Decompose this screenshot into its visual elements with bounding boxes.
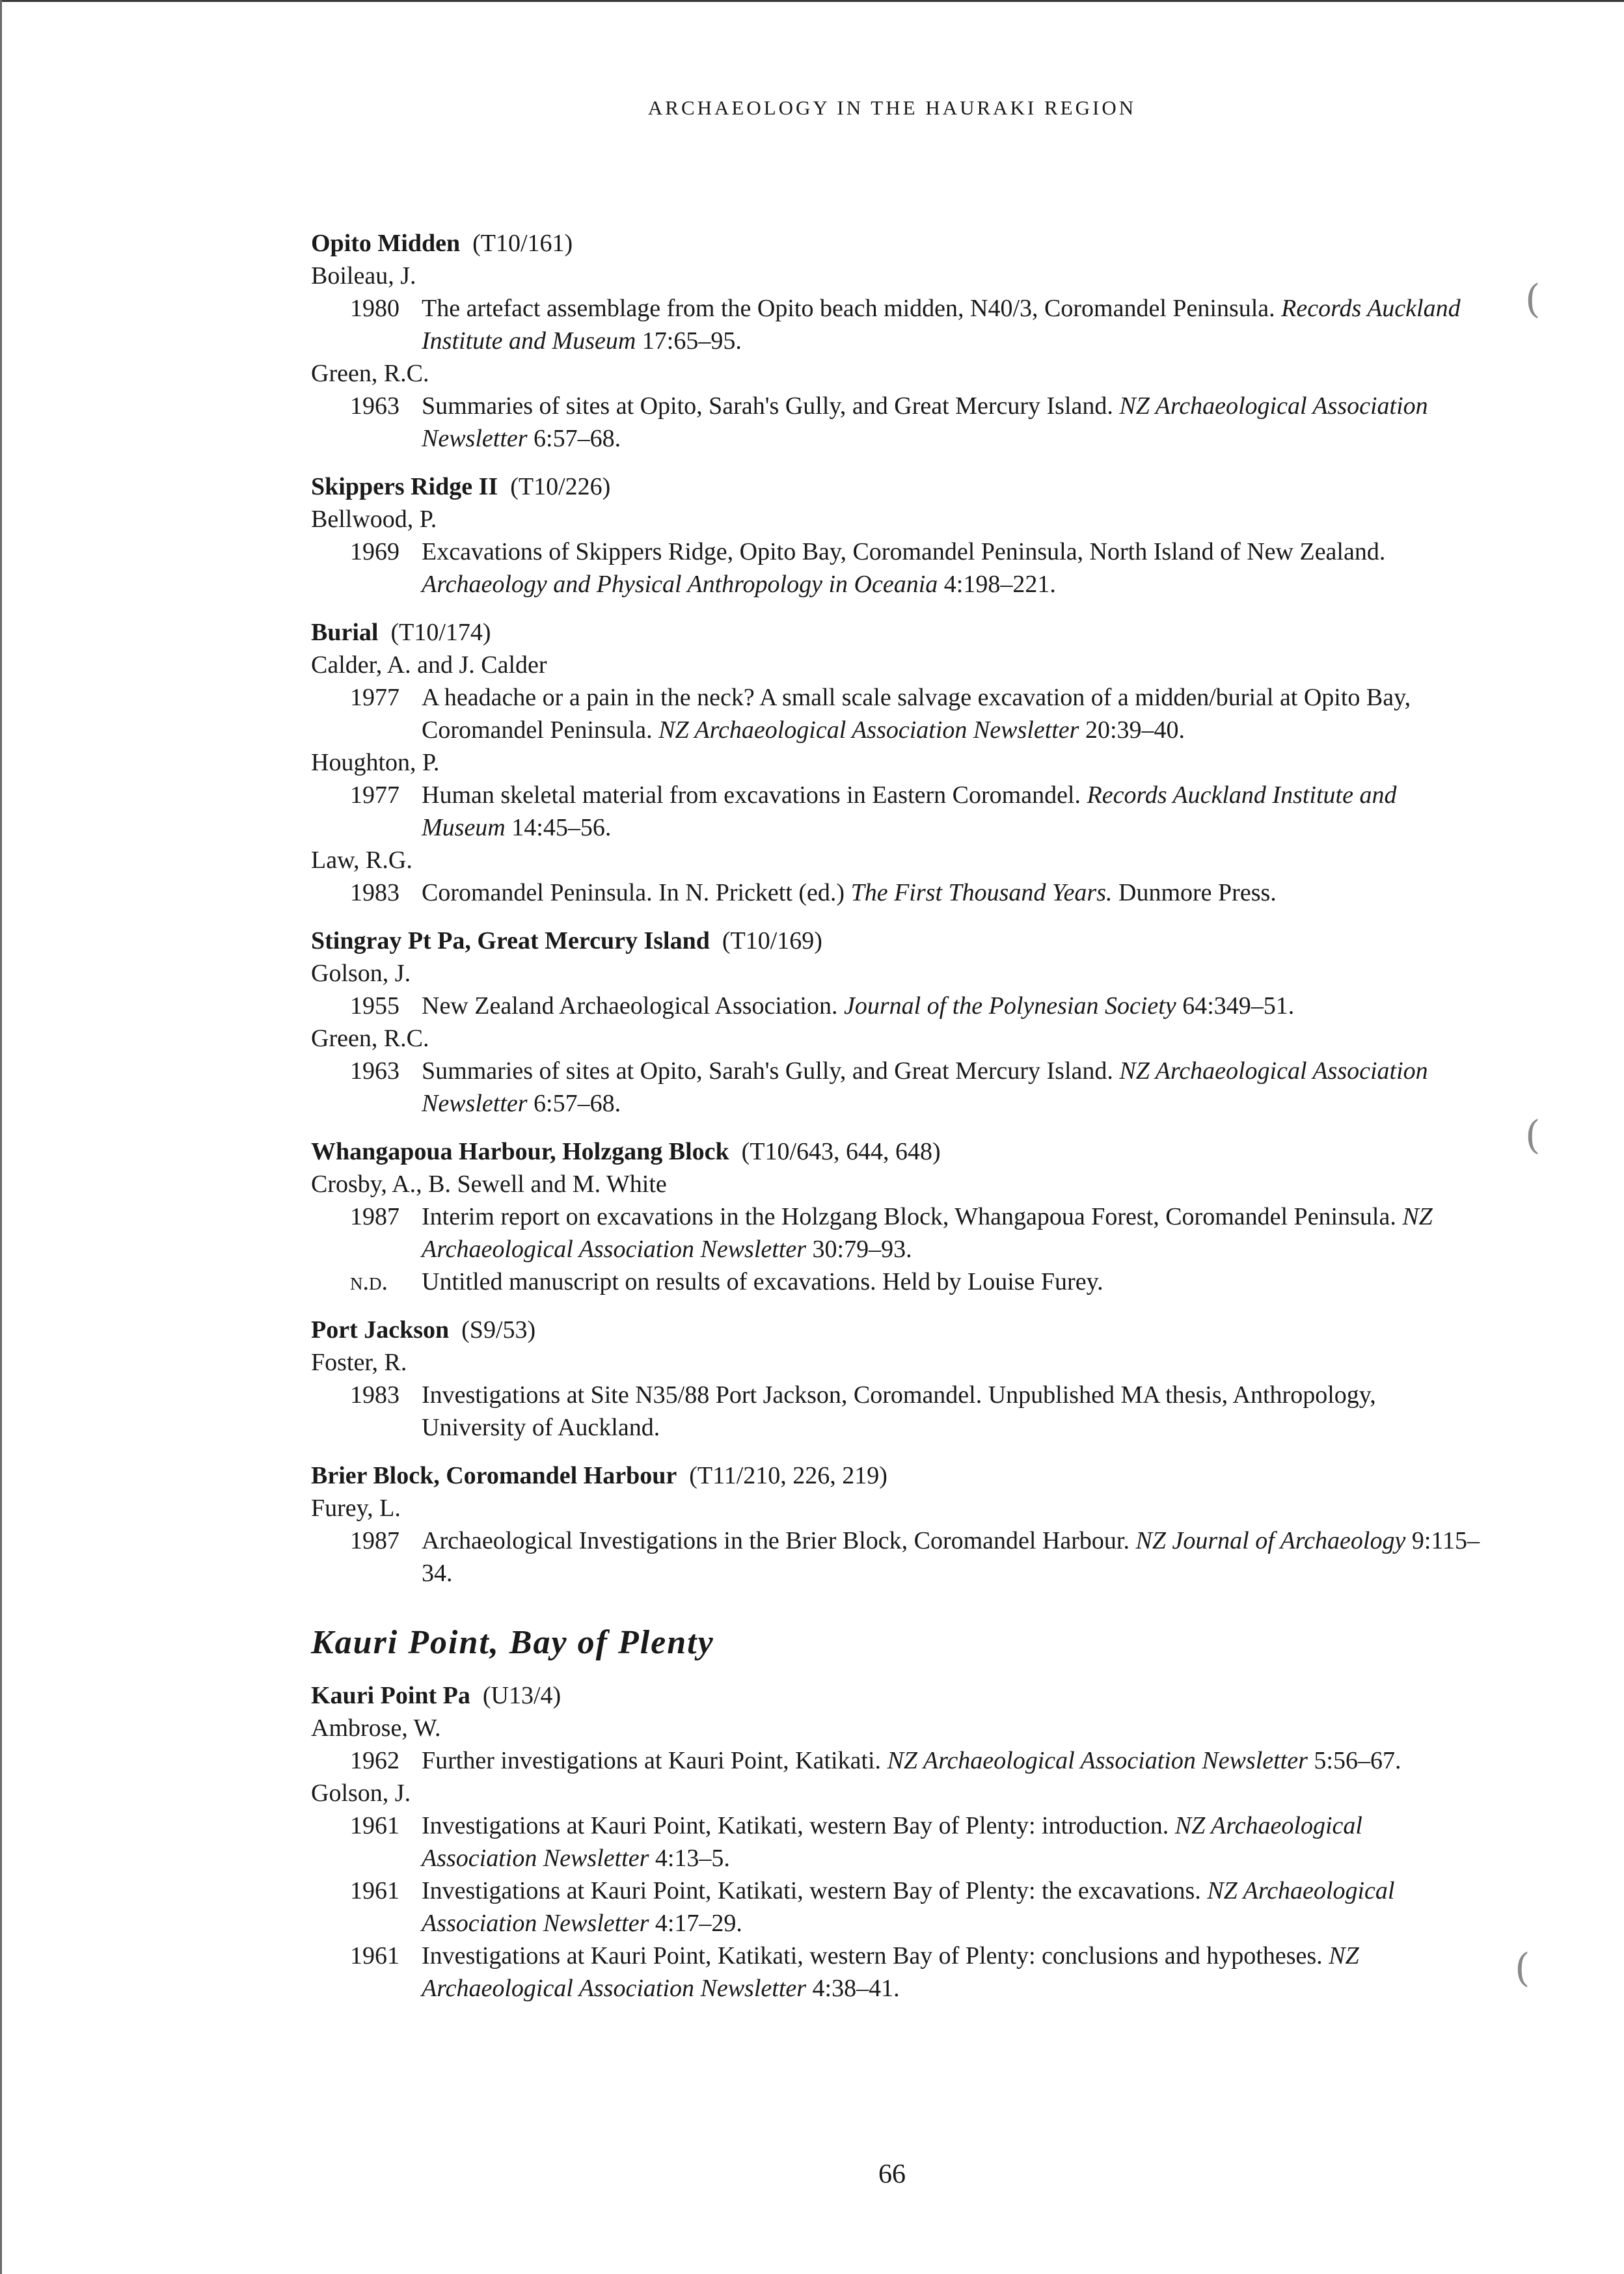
- reference-entry: [311, 1940, 1482, 2005]
- reference-text: [422, 292, 1482, 357]
- publication-title: NZ Archaeological Association Newsletter: [422, 1877, 1395, 1937]
- publication-citation: 4:17–29.: [649, 1910, 742, 1937]
- running-head: ARCHAEOLOGY IN THE HAURAKI REGION: [647, 96, 1137, 119]
- reference-entry: [311, 1379, 1482, 1444]
- reference-year: 1963: [350, 392, 399, 420]
- site-code: (T10/169): [722, 927, 822, 954]
- reference-year: 1987: [350, 1203, 399, 1230]
- reference-author: Calder, A. and J. Calder: [311, 651, 547, 679]
- publication-title: NZ Archaeological Association Newsletter: [422, 1942, 1359, 2002]
- reference-description: Coromandel Peninsula. In N. Prickett (ed.): [422, 879, 851, 906]
- reference-year: 1955: [350, 992, 399, 1020]
- reference-author: Golson, J.: [311, 960, 411, 987]
- reference-description: Investigations at Kauri Point, Katikati, western Bay of Plenty: conclusions and hypotheses.: [422, 1942, 1329, 1969]
- reference-entry: [311, 681, 1482, 746]
- reference-year: 1963: [350, 1057, 399, 1085]
- reference-year: 1983: [350, 1381, 399, 1409]
- reference-entry: [311, 535, 1482, 601]
- reference-entry: [311, 292, 1482, 357]
- reference-entry: [311, 1055, 1482, 1120]
- reference-year: 1987: [350, 1527, 399, 1554]
- site-heading: [311, 470, 1482, 503]
- reference-description: New Zealand Archaeological Association.: [422, 992, 844, 1020]
- scan-left-edge: [0, 0, 2, 2274]
- site-code: (T10/174): [390, 619, 491, 646]
- site-name: Brier Block, Coromandel Harbour: [311, 1462, 677, 1489]
- publication-title: NZ Journal of Archaeology: [1135, 1527, 1406, 1554]
- site-heading: [311, 925, 1482, 957]
- publication-title: NZ Archaeological Association Newsletter: [658, 716, 1079, 744]
- site-name: Skippers Ridge II: [311, 473, 498, 500]
- reference-description: Further investigations at Kauri Point, Katikati.: [422, 1747, 887, 1774]
- reference-text: [422, 1940, 1482, 2005]
- site-name: Stingray Pt Pa, Great Mercury Island: [311, 927, 710, 954]
- publication-citation: 6:57–68.: [527, 425, 621, 452]
- site-heading: [311, 1314, 1482, 1346]
- site-heading: [311, 1135, 1482, 1168]
- reference-author: Golson, J.: [311, 1780, 411, 1807]
- bibliography-content: [311, 211, 1482, 2005]
- publication-title: NZ Archaeological Association Newsletter: [887, 1747, 1308, 1774]
- publication-citation: 20:39–40.: [1079, 716, 1185, 744]
- publication-citation: 64:349–51.: [1176, 992, 1295, 1020]
- section-heading: Kauri Point, Bay of Plenty: [311, 1624, 714, 1661]
- site-name: Port Jackson: [311, 1316, 450, 1344]
- reference-entry: [311, 390, 1482, 455]
- site-code: (U13/4): [482, 1682, 562, 1709]
- reference-description: Summaries of sites at Opito, Sarah's Gully, and Great Mercury Island.: [422, 1057, 1120, 1085]
- reference-author: Law, R.G.: [311, 846, 413, 874]
- reference-text: [422, 1875, 1482, 1940]
- reference-text: [422, 681, 1482, 746]
- reference-author: Foster, R.: [311, 1349, 407, 1376]
- reference-text: [422, 1266, 1482, 1298]
- reference-year: 1983: [350, 879, 399, 906]
- publication-title: Journal of the Polynesian Society: [843, 992, 1176, 1020]
- site-name: Opito Midden: [311, 230, 461, 257]
- reference-author: Green, R.C.: [311, 1025, 429, 1052]
- publication-title: NZ Archaeological Association Newsletter: [422, 392, 1428, 452]
- reference-description: Investigations at Kauri Point, Katikati, western Bay of Plenty: the excavations.: [422, 1877, 1208, 1904]
- reference-year: 1969: [350, 538, 399, 565]
- reference-year: 1962: [350, 1747, 399, 1774]
- margin-bracket-mark: (: [1525, 277, 1541, 322]
- site-code: (T10/226): [510, 473, 611, 500]
- reference-description: Excavations of Skippers Ridge, Opito Bay, Coromandel Peninsula, North Island of New Zealand.: [422, 538, 1386, 565]
- reference-text: [422, 876, 1482, 909]
- reference-text: [422, 779, 1482, 844]
- publication-citation: 9:115–34.: [422, 1527, 1480, 1587]
- publication-title: The First Thousand Years.: [850, 879, 1113, 906]
- reference-year: 1977: [350, 781, 399, 809]
- reference-entry: [311, 779, 1482, 844]
- reference-entry: [311, 1875, 1482, 1940]
- reference-year: 1961: [350, 1877, 399, 1904]
- site-heading: [311, 227, 1482, 260]
- scan-top-edge: [0, 0, 1624, 2]
- reference-text: [422, 990, 1482, 1022]
- reference-author: Green, R.C.: [311, 360, 429, 387]
- publication-title: Archaeology and Physical Anthropology in Oceania: [422, 571, 938, 598]
- reference-text: [422, 535, 1482, 601]
- publication-title: Records Auckland Institute and Museum: [422, 781, 1397, 841]
- reference-entry: [311, 990, 1482, 1022]
- site-code: (T10/161): [472, 230, 573, 257]
- reference-text: [422, 1744, 1482, 1777]
- margin-bracket-mark: (: [1525, 1113, 1541, 1158]
- site-code: (S9/53): [461, 1316, 536, 1344]
- site-code: (T10/643, 644, 648): [741, 1138, 941, 1165]
- reference-text: [422, 1809, 1482, 1875]
- publication-title: NZ Archaeological Association Newsletter: [422, 1057, 1428, 1117]
- reference-text: [422, 390, 1482, 455]
- publication-citation: 4:13–5.: [649, 1845, 730, 1872]
- publication-title: Records Auckland Institute and Museum: [422, 295, 1461, 355]
- publication-title: NZ Archaeological Association Newsletter: [422, 1203, 1433, 1263]
- site-name: Kauri Point Pa: [311, 1682, 470, 1709]
- site-name: Burial: [311, 619, 379, 646]
- reference-author: Crosby, A., B. Sewell and M. White: [311, 1171, 667, 1198]
- site-name: Whangapoua Harbour, Holzgang Block: [311, 1138, 729, 1165]
- reference-text: [422, 1379, 1482, 1444]
- reference-text: [422, 1524, 1482, 1590]
- publication-title: NZ Archaeological Association Newsletter: [422, 1812, 1362, 1872]
- reference-year: 1961: [350, 1812, 399, 1839]
- reference-author: Boileau, J.: [311, 262, 416, 290]
- reference-entry: [311, 1266, 1482, 1298]
- page-number: 66: [878, 2159, 906, 2189]
- site-heading: [311, 1679, 1482, 1712]
- reference-description: Archaeological Investigations in the Brier Block, Coromandel Harbour.: [422, 1527, 1136, 1554]
- reference-description: Human skeletal material from excavations in Eastern Coromandel.: [422, 781, 1087, 809]
- site-list-coromandel: [311, 227, 1482, 1590]
- reference-entry: [311, 1524, 1482, 1590]
- reference-year: n.d.: [350, 1268, 388, 1295]
- publication-citation: 14:45–56.: [505, 814, 612, 841]
- margin-bracket-mark: (: [1515, 1945, 1530, 1991]
- reference-year: 1980: [350, 295, 399, 322]
- reference-author: Furey, L.: [311, 1495, 401, 1522]
- publication-citation: Dunmore Press.: [1112, 879, 1277, 906]
- reference-year: 1977: [350, 684, 399, 711]
- site-list-kauri-point: [311, 1679, 1482, 2005]
- reference-entry: [311, 1809, 1482, 1875]
- reference-description: Summaries of sites at Opito, Sarah's Gully, and Great Mercury Island.: [422, 392, 1120, 420]
- reference-author: Bellwood, P.: [311, 506, 437, 533]
- reference-description: A headache or a pain in the neck? A small scale salvage excavation of a midden/burial at Opito Bay, Coromandel Peninsula.: [422, 684, 1411, 744]
- reference-year: 1961: [350, 1942, 399, 1969]
- reference-entry: [311, 1200, 1482, 1266]
- reference-description: Interim report on excavations in the Holzgang Block, Whangapoua Forest, Coromandel Peninsula.: [422, 1203, 1403, 1230]
- reference-text: [422, 1200, 1482, 1266]
- site-code: (T11/210, 226, 219): [689, 1462, 887, 1489]
- reference-author: Ambrose, W.: [311, 1714, 441, 1742]
- publication-citation: 5:56–67.: [1307, 1747, 1401, 1774]
- reference-description: Investigations at Kauri Point, Katikati, western Bay of Plenty: introduction.: [422, 1812, 1175, 1839]
- reference-description: Investigations at Site N35/88 Port Jackson, Coromandel. Unpublished MA thesis, Anthropology, University of Auckland.: [422, 1381, 1376, 1441]
- reference-description: Untitled manuscript on results of excavations. Held by Louise Furey.: [422, 1268, 1103, 1295]
- reference-author: Houghton, P.: [311, 749, 440, 776]
- reference-text: [422, 1055, 1482, 1120]
- reference-description: The artefact assemblage from the Opito beach midden, N40/3, Coromandel Peninsula.: [422, 295, 1282, 322]
- publication-citation: 17:65–95.: [636, 327, 742, 355]
- reference-entry: [311, 876, 1482, 909]
- publication-citation: 4:198–221.: [938, 571, 1056, 598]
- publication-citation: 4:38–41.: [806, 1975, 900, 2002]
- site-heading: [311, 616, 1482, 649]
- site-heading: [311, 1459, 1482, 1492]
- reference-entry: [311, 1744, 1482, 1777]
- publication-citation: 30:79–93.: [806, 1236, 912, 1263]
- publication-citation: 6:57–68.: [527, 1090, 621, 1117]
